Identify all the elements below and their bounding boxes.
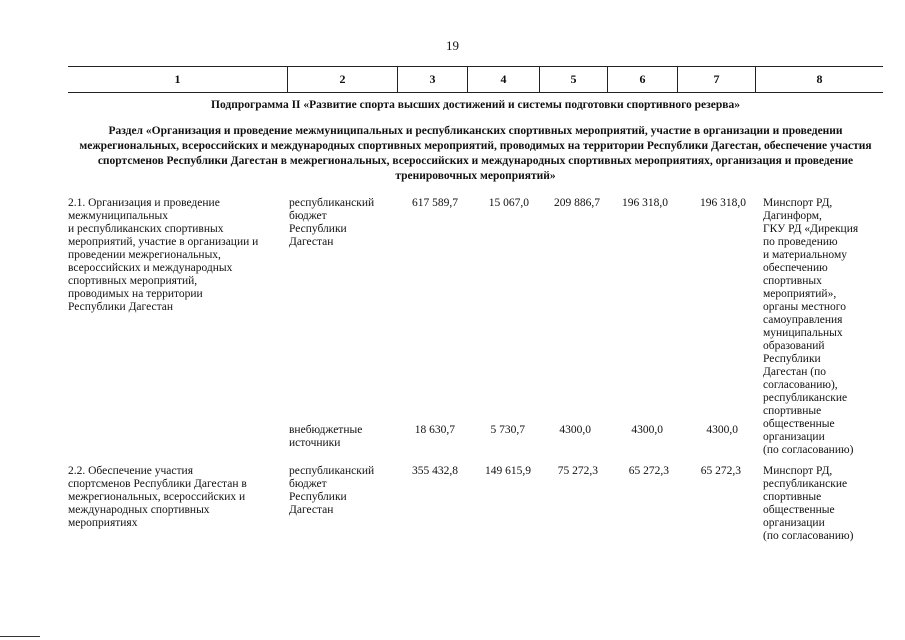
row-2-1-extrabudget-year-2: 4300,0 [559, 424, 591, 436]
column-header-6: 6 [608, 67, 678, 92]
column-header-5: 5 [540, 67, 608, 92]
column-header-8: 8 [816, 72, 823, 86]
row-2-1-source-extrabudget: внебюджетные источники [289, 424, 363, 449]
row-2-1-executors: Минспорт РД, Дагинформ, ГКУ РД «Дирекция по проведению и материальному обеспечению спортивных мероприятий», органы местного самоуправления муниципальных образований Республики Дагестан (по согласованию), республиканские спортивные общественные организации (по согласованию) [763, 197, 859, 456]
row-2-1-extrabudget-total: 18 630,7 [414, 424, 455, 436]
row-2-2-budget-total: 355 432,8 [412, 465, 458, 477]
subprogram-title: Подпрограмма II «Развитие спорта высших достижений и системы подготовки спортивного резерва» [211, 99, 740, 111]
row-2-1-budget-year-2: 209 886,7 [554, 197, 600, 209]
page-number: 19 [446, 38, 459, 53]
row-2-2-budget-year-2: 75 272,3 [557, 465, 598, 477]
row-2-1-extrabudget-year-3: 4300,0 [631, 424, 663, 436]
row-2-1-source-budget: республиканский бюджет Республики Дагестан [289, 197, 375, 248]
section-title: Раздел «Организация и проведение межмуниципальных и республиканских спортивных мероприятий, участие в организации и проведении межрегиональных, всероссийских и международных спортивных мероприятий, проводимых на территории Республики Дагестан, обеспечение участия спортсменов Республики Дагестан в межрегиональных, всероссийских и международных спортивных мероприятиях, организация и проведение тренировочных мероприятий» [79, 125, 872, 182]
column-header-2: 2 [288, 67, 398, 92]
column-header-4: 4 [468, 67, 540, 92]
column-header-7: 7 [678, 67, 756, 92]
column-header-3: 3 [398, 67, 468, 92]
row-2-2-source-budget: республиканский бюджет Республики Дагестан [289, 465, 375, 516]
row-2-2-name: 2.2. Обеспечение участия спортсменов Республики Дагестан в межрегиональных, всероссийских и международных спортивных мероприятиях [68, 465, 247, 529]
row-2-1-budget-year-4: 196 318,0 [700, 197, 746, 209]
row-2-2-budget-year-3: 65 272,3 [628, 465, 669, 477]
row-2-1-budget-total: 617 589,7 [412, 197, 458, 209]
page-edge-line [0, 636, 40, 637]
column-header-1: 1 [68, 67, 288, 92]
row-2-2-budget-year-4: 65 272,3 [700, 465, 741, 477]
table-column-header-row [68, 66, 883, 93]
row-2-2-executors: Минспорт РД, республиканские спортивные общественные организации (по согласованию) [763, 465, 854, 542]
row-2-1-budget-year-3: 196 318,0 [622, 197, 668, 209]
row-2-1-name: 2.1. Организация и проведение межмуниципальных и республиканских спортивных мероприятий, участие в организации и проведении межрегиональных, всероссийских и международных спортивных мероприятий, проводимых на территории Республики Дагестан [68, 197, 259, 313]
row-2-1-budget-year-1: 15 067,0 [488, 197, 529, 209]
row-2-1-extrabudget-year-1: 5 730,7 [490, 424, 525, 436]
row-2-2-budget-year-1: 149 615,9 [485, 465, 531, 477]
row-2-1-extrabudget-year-4: 4300,0 [706, 424, 738, 436]
